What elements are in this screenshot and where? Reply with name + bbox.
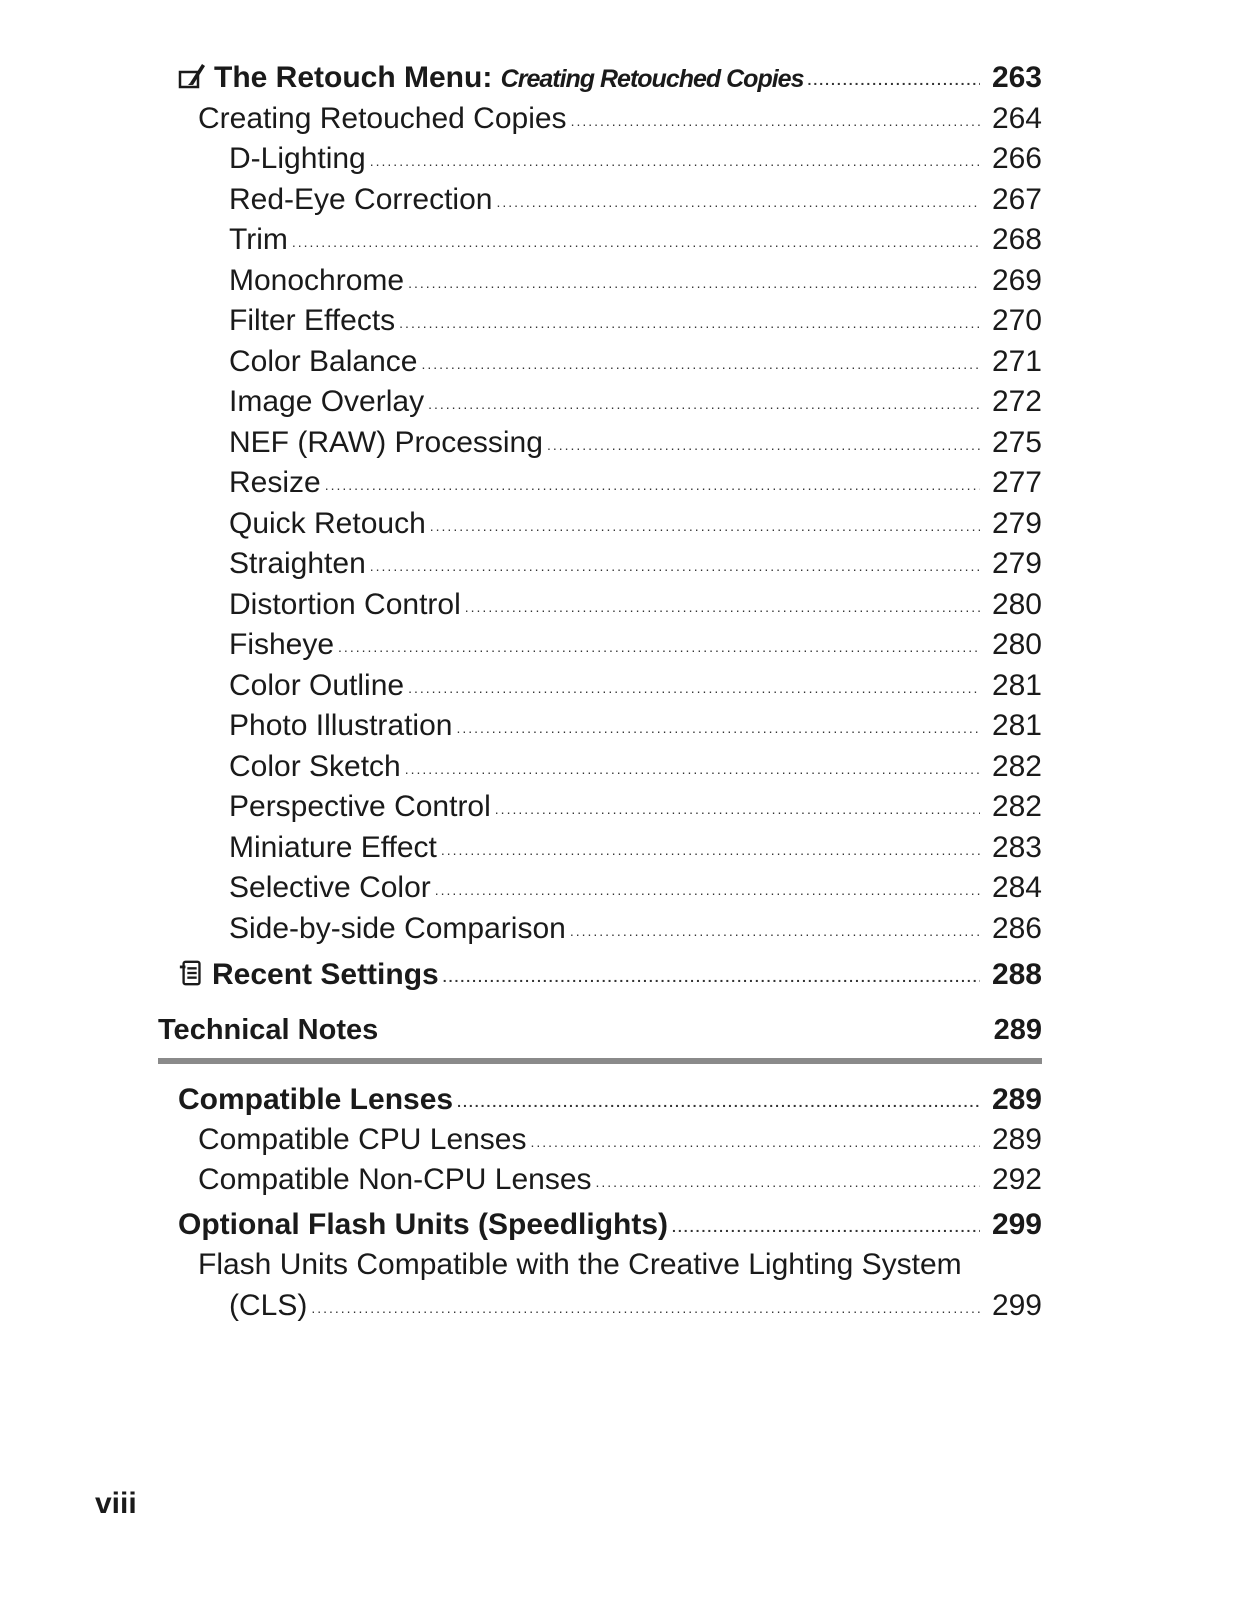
dot-leader xyxy=(428,386,980,422)
toc-page-number: 268 xyxy=(991,223,1042,256)
dot-leader xyxy=(408,265,980,301)
toc-entry-title: Monochrome xyxy=(229,264,405,297)
dot-leader xyxy=(807,62,980,98)
toc-entry-title: Trim xyxy=(229,223,288,256)
dot-leader xyxy=(441,832,980,868)
toc-entry-title: (CLS) xyxy=(229,1289,308,1322)
dot-leader xyxy=(571,103,980,139)
dot-leader xyxy=(421,346,980,382)
toc-entry-title: Creating Retouched Copies xyxy=(198,102,567,135)
toc-entry[interactable] xyxy=(229,425,1042,461)
dot-leader xyxy=(456,710,980,746)
toc-entry-title: Quick Retouch xyxy=(229,507,426,540)
toc-page-number: 281 xyxy=(991,709,1042,742)
dot-leader xyxy=(399,305,980,341)
dot-leader xyxy=(370,143,980,179)
toc-entry[interactable] xyxy=(229,465,1042,501)
toc-entry-title: Flash Units Compatible with the Creative Lighting System xyxy=(198,1248,962,1281)
toc-entry-title: Filter Effects xyxy=(229,304,396,337)
toc-entry-title: Selective Color xyxy=(229,871,431,904)
dot-leader xyxy=(496,184,980,220)
toc-page-number: 281 xyxy=(991,669,1042,702)
toc-entry-recent-settings[interactable] xyxy=(178,957,1042,993)
dot-leader xyxy=(435,872,980,908)
toc-entry-compatible-lenses[interactable] xyxy=(178,1082,1042,1118)
dot-leader xyxy=(570,913,980,949)
toc-entry[interactable] xyxy=(229,627,1042,663)
toc-entry[interactable] xyxy=(229,222,1042,258)
toc-entry-compatible-non-cpu-lenses[interactable] xyxy=(198,1162,1042,1198)
toc-entry-retouch-menu[interactable] xyxy=(178,60,1042,96)
toc-entry-compatible-cpu-lenses[interactable] xyxy=(198,1122,1042,1158)
toc-entry-title: Miniature Effect xyxy=(229,831,437,864)
dot-leader xyxy=(443,959,980,995)
toc-page-number: 269 xyxy=(991,264,1042,297)
toc-entry[interactable] xyxy=(229,384,1042,420)
toc-entry-creating-retouched-copies[interactable] xyxy=(198,101,1042,137)
toc-page-number: 299 xyxy=(991,1289,1042,1322)
toc-entry-optional-flash-units[interactable] xyxy=(178,1207,1042,1243)
page-folio: viii xyxy=(95,1487,137,1520)
toc-page-number: 270 xyxy=(991,304,1042,337)
section-heading-title: Technical Notes xyxy=(158,1014,379,1046)
toc-page-number: 280 xyxy=(991,628,1042,661)
dot-leader xyxy=(311,1290,980,1326)
toc-entry[interactable] xyxy=(229,870,1042,906)
toc-page-number: 292 xyxy=(991,1163,1042,1196)
toc-page-number: 264 xyxy=(991,102,1042,135)
toc-page-number: 289 xyxy=(991,1123,1042,1156)
toc-entry[interactable] xyxy=(229,587,1042,623)
toc-entry[interactable] xyxy=(229,182,1042,218)
toc-entry-title: Compatible Lenses xyxy=(178,1083,454,1116)
toc-entry[interactable] xyxy=(229,911,1042,947)
toc-entry[interactable] xyxy=(229,263,1042,299)
toc-page-number: 283 xyxy=(991,831,1042,864)
toc-entry-title: NEF (RAW) Processing xyxy=(229,426,543,459)
toc-entry-cls[interactable] xyxy=(229,1288,1042,1324)
dot-leader xyxy=(531,1124,981,1160)
toc-page-number: 277 xyxy=(991,466,1042,499)
dot-leader xyxy=(547,427,980,463)
toc-entry-title: Compatible Non-CPU Lenses xyxy=(198,1163,592,1196)
toc-entry-title: Straighten xyxy=(229,547,366,580)
toc-page-number: 282 xyxy=(991,750,1042,783)
section-divider xyxy=(158,1058,1042,1064)
dot-leader xyxy=(405,751,980,787)
dot-leader xyxy=(408,670,980,706)
toc-entry-title: Fisheye xyxy=(229,628,335,661)
dot-leader xyxy=(370,548,980,584)
toc-page-number: 272 xyxy=(991,385,1042,418)
toc-entry[interactable] xyxy=(229,708,1042,744)
toc-entry-title: Color Outline xyxy=(229,669,405,702)
toc-entry-title: D-Lighting xyxy=(229,142,366,175)
toc-entry[interactable] xyxy=(229,506,1042,542)
toc-page-number: 263 xyxy=(991,61,1042,94)
toc-page-number: 288 xyxy=(991,958,1042,991)
toc-entry-cls-line1[interactable] xyxy=(198,1247,962,1283)
toc-entry-title: Color Balance xyxy=(229,345,418,378)
toc-page-number: 289 xyxy=(993,1014,1042,1046)
toc-page-number: 282 xyxy=(991,790,1042,823)
dot-leader xyxy=(495,791,980,827)
dot-leader xyxy=(430,508,980,544)
recent-settings-icon xyxy=(178,958,206,988)
toc-entry[interactable] xyxy=(229,546,1042,582)
toc-page-number: 271 xyxy=(991,345,1042,378)
toc-page-number: 299 xyxy=(991,1208,1042,1241)
toc-page-number: 279 xyxy=(991,547,1042,580)
toc-entry-title: Compatible CPU Lenses xyxy=(198,1123,527,1156)
toc-entry[interactable] xyxy=(229,789,1042,825)
toc-page-number: 280 xyxy=(991,588,1042,621)
toc-entry-title: Image Overlay xyxy=(229,385,425,418)
toc-entry[interactable] xyxy=(229,303,1042,339)
toc-page-number: 267 xyxy=(991,183,1042,216)
toc-entry[interactable] xyxy=(229,141,1042,177)
dot-leader xyxy=(465,589,980,625)
dot-leader xyxy=(596,1164,980,1200)
toc-entry-title: The Retouch Menu: xyxy=(214,61,501,94)
toc-entry-title: Optional Flash Units (Speedlights) xyxy=(178,1208,669,1241)
toc-entry-subtitle: Creating Retouched Copies xyxy=(500,65,804,93)
dot-leader xyxy=(338,629,980,665)
dot-leader xyxy=(292,224,980,260)
toc-entry[interactable] xyxy=(229,830,1042,866)
toc-entry-title: Distortion Control xyxy=(229,588,461,621)
dot-leader xyxy=(325,467,980,503)
toc-page-number: 266 xyxy=(991,142,1042,175)
toc-page-number: 286 xyxy=(991,912,1042,945)
toc-page-number: 275 xyxy=(991,426,1042,459)
toc-entry-title: Color Sketch xyxy=(229,750,401,783)
toc-entry-title: Photo Illustration xyxy=(229,709,453,742)
toc-entry-title: Recent Settings xyxy=(212,958,439,991)
toc-entry-title: Red-Eye Correction xyxy=(229,183,493,216)
dot-leader xyxy=(457,1084,980,1120)
toc-entry[interactable] xyxy=(229,749,1042,785)
toc-page-number: 289 xyxy=(991,1083,1042,1116)
dot-leader xyxy=(672,1209,980,1245)
toc-entry[interactable] xyxy=(229,668,1042,704)
retouch-icon xyxy=(178,61,208,91)
toc-page-number: 284 xyxy=(991,871,1042,904)
toc-entry-title: Resize xyxy=(229,466,321,499)
toc-entry-title: Side-by-side Comparison xyxy=(229,912,566,945)
toc-page-number: 279 xyxy=(991,507,1042,540)
toc-entry[interactable] xyxy=(229,344,1042,380)
toc-entry-title: Perspective Control xyxy=(229,790,491,823)
section-heading-technical-notes[interactable] xyxy=(158,1012,1042,1048)
